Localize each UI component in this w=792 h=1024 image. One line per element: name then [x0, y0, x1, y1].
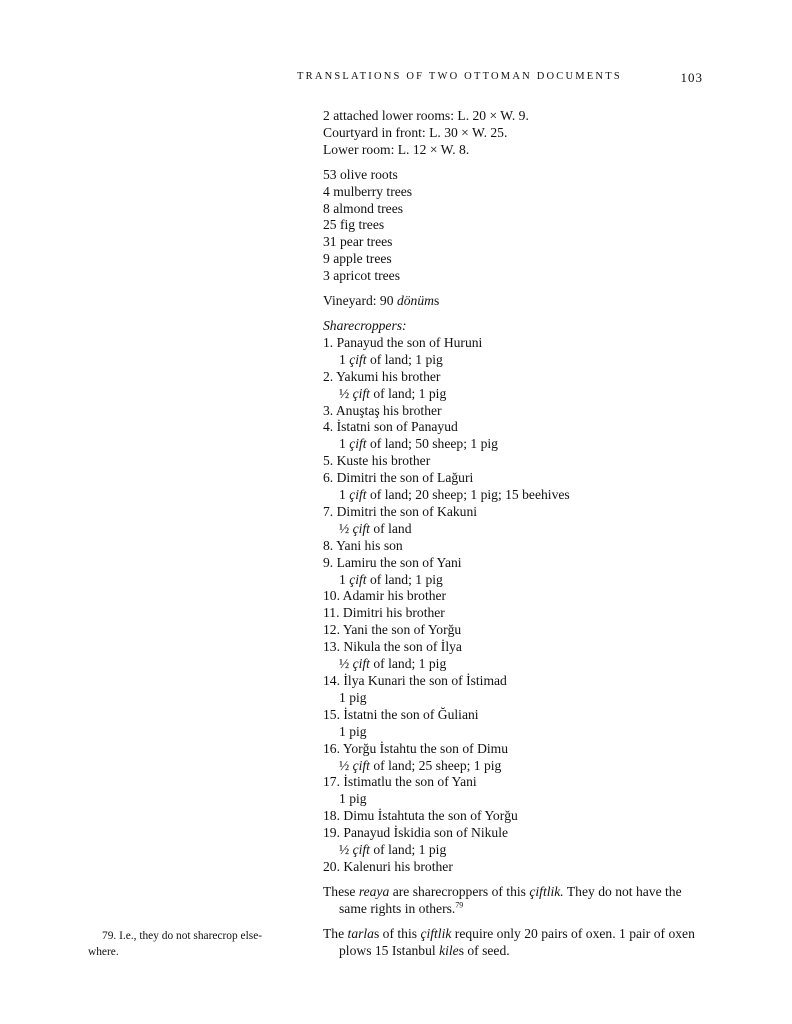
room-line: Courtyard in front: L. 30 × W. 25. — [323, 124, 508, 140]
tree-line: 8 almond trees — [323, 200, 404, 216]
sharecropper-name: 7. Dimitri the son of Kakuni — [323, 503, 478, 519]
room-line: 2 attached lower rooms: L. 20 × W. 9. — [323, 108, 529, 123]
holding-unit: çift — [352, 520, 370, 536]
running-title: TRANSLATIONS OF TWO OTTOMAN DOCUMENTS — [297, 71, 622, 82]
trees-list — [323, 167, 703, 285]
sharecropper-holding — [323, 352, 703, 369]
sharecroppers-list — [323, 318, 703, 876]
term-reaya: reaya — [358, 883, 390, 899]
holding-qty: 1 — [339, 436, 350, 452]
holding-qty: ½ — [339, 656, 353, 672]
holding-qty: 1 — [339, 351, 350, 367]
holding-qty: ½ — [339, 842, 353, 858]
tree-line: 4 mulberry trees — [323, 183, 413, 199]
holding-qty: 1 — [339, 487, 350, 503]
vineyard-unit: dönüm — [396, 293, 434, 309]
sharecropper-holding — [323, 436, 703, 453]
sharecropper-name: 11. Dimitri his brother — [323, 605, 445, 621]
sharecropper-name: 9. Lamiru the son of Yani — [323, 554, 462, 570]
holding-detail: of land; 50 sheep; 1 pig — [366, 436, 498, 452]
tree-line: 25 fig trees — [323, 217, 385, 233]
main-text — [323, 108, 703, 968]
sharecropper-holding — [323, 521, 703, 538]
holding-detail: of land; 1 pig — [369, 385, 447, 401]
holding-unit: çift — [352, 656, 370, 672]
vineyard-line — [323, 293, 703, 310]
room-line: Lower room: L. 12 × W. 8. — [323, 141, 470, 157]
sharecropper-name: 19. Panayud İskidia son of Nikule — [323, 825, 509, 841]
page-number: 103 — [680, 70, 703, 85]
reaya-paragraph: These reaya are sharecroppers of this çiftlik. They do not have the same rights in others.$^{79}$ — [323, 883, 682, 916]
sharecropper-name: 6. Dimitri the son of Lağuri — [323, 470, 474, 486]
sharecroppers-heading: Sharecroppers: — [323, 317, 407, 333]
holding-qty: ½ — [339, 385, 353, 401]
footnote-line: where. — [88, 946, 119, 958]
holding-unit: çift — [352, 842, 370, 858]
sharecropper-name: 17. İstimatlu the son of Yani — [323, 774, 477, 790]
vineyard-label: Vineyard: 90 — [323, 293, 397, 309]
sharecropper-name: 3. Anuştaş his brother — [323, 402, 442, 418]
footnote-line: 79. I.e., they do not sharecrop else- — [102, 930, 263, 942]
sharecropper-name: 20. Kalenuri his brother — [323, 858, 453, 874]
tree-line: 31 pear trees — [323, 234, 393, 250]
term-ciftlik: çiftlik — [420, 925, 452, 941]
rooms-list — [323, 108, 703, 159]
holding-qty: 1 — [339, 571, 350, 587]
holding-unit: çift — [352, 385, 370, 401]
sharecropper-holding: 1 pig — [339, 689, 367, 705]
sharecropper-holding: 1 pig — [339, 791, 367, 807]
holding-detail: of land; 1 pig — [369, 842, 447, 858]
sharecropper-name: 5. Kuste his brother — [323, 453, 431, 469]
holding-detail: of land — [369, 520, 412, 536]
holding-qty: ½ — [339, 520, 353, 536]
vineyard-suffix: s — [433, 293, 440, 309]
tree-line: 3 apricot trees — [323, 268, 400, 284]
sharecropper-holding — [323, 842, 703, 859]
holding-detail: of land; 25 sheep; 1 pig — [369, 757, 502, 773]
sharecropper-holding — [323, 386, 703, 403]
sharecropper-name: 2. Yakumi his brother — [323, 368, 441, 384]
sharecropper-name: 12. Yani the son of Yorğu — [323, 622, 462, 638]
holding-unit: çift — [349, 571, 367, 587]
holding-unit: çift — [349, 436, 367, 452]
sharecropper-holding: 1 pig — [339, 723, 367, 739]
holding-detail: of land; 1 pig — [369, 656, 447, 672]
holding-qty: ½ — [339, 757, 353, 773]
footnote-79 — [88, 928, 280, 960]
sharecropper-name: 10. Adamir his brother — [323, 588, 447, 604]
sharecropper-name: 16. Yorğu İstahtu the son of Dimu — [323, 740, 509, 756]
holding-detail: of land; 20 sheep; 1 pig; 15 beehives — [366, 487, 570, 503]
holding-unit: çift — [349, 487, 367, 503]
tree-line: 9 apple trees — [323, 251, 392, 267]
term-tarla: tarla — [347, 925, 374, 941]
sharecropper-name: 18. Dimu İstahtuta the son of Yorğu — [323, 808, 518, 824]
sharecropper-name: 13. Nikula the son of İlya — [323, 639, 462, 655]
tree-line: 53 olive roots — [323, 166, 398, 182]
sharecropper-holding — [323, 572, 703, 589]
term-kile: kile — [439, 942, 459, 958]
holding-unit: çift — [352, 757, 370, 773]
sharecropper-name: 14. İlya Kunari the son of İstimad — [323, 673, 507, 688]
sharecropper-name: 8. Yani his son — [323, 537, 403, 553]
footnote-ref: 79 — [455, 900, 464, 910]
sharecropper-holding — [323, 758, 703, 775]
holding-unit: çift — [349, 351, 367, 367]
term-ciftlik: çiftlik. — [529, 883, 564, 899]
tarla-paragraph: The tarlas of this çiftlik require only 20 pairs of oxen. 1 pair of oxen plows 15 Istanbul kiles of seed. — [323, 925, 695, 958]
sharecropper-name: 1. Panayud the son of Huruni — [323, 334, 483, 350]
holding-detail: of land; 1 pig — [366, 571, 443, 587]
sharecropper-name: 4. İstatni son of Panayud — [323, 419, 458, 435]
holding-detail: of land; 1 pig — [366, 351, 443, 367]
sharecropper-name: 15. İstatni the son of Ğuliani — [323, 706, 479, 722]
sharecropper-holding — [323, 487, 703, 504]
sharecropper-holding — [323, 656, 703, 673]
